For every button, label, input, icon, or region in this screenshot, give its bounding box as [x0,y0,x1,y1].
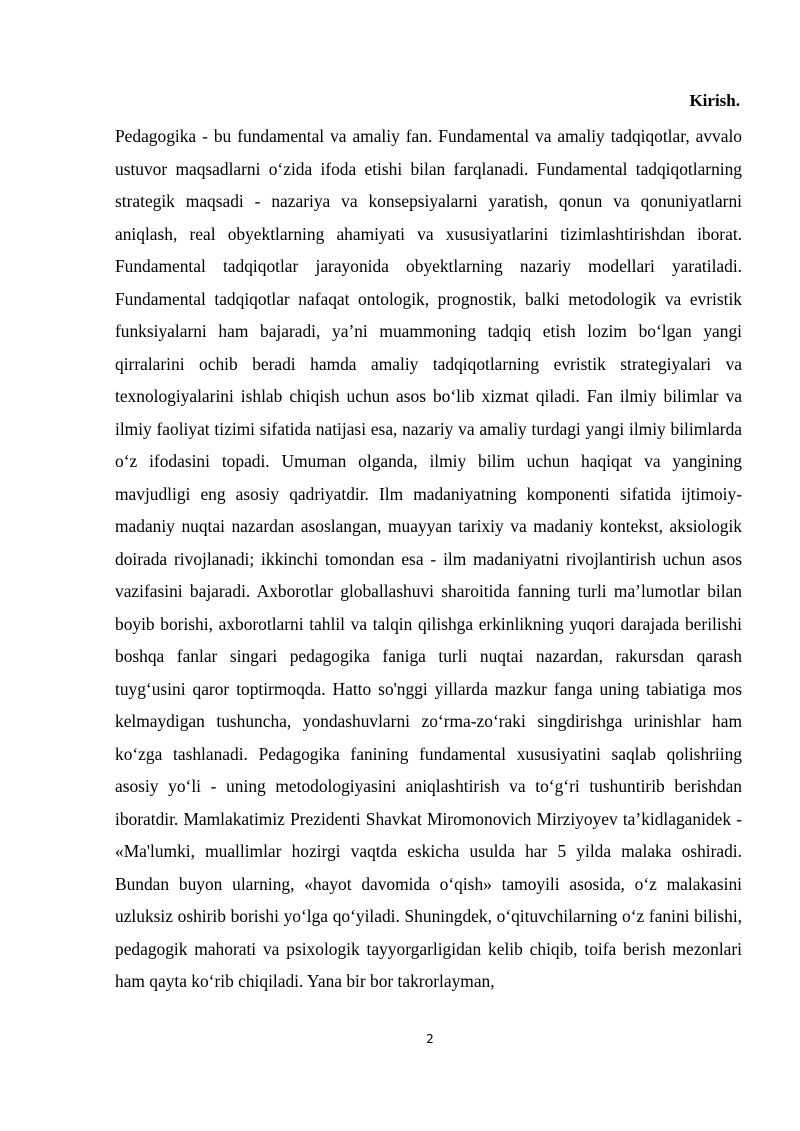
page-number: 2 [426,1032,434,1046]
section-heading: Kirish. [689,91,740,110]
body-paragraph: Pedagogika - bu fundamental va amaliy fan. Fundamental va amaliy tadqiqotlar, avvalo ustuvor maqsadlarni o‘zida ifoda etishi bilan farqlanadi. Fundamental tadqiqotlarning strategik maqsadi - nazariya va konsepsiyalarni yaratish, qonun va qonuniyatlarni aniqlash, real obyektlarning ahamiyati va xususiyatlarini tizimlashtirishdan iborat. Fundamental tadqiqotlar jarayonida obyektlarning nazariy modellari yaratiladi. Fundamental tadqiqotlar nafaqat ontologik, prognostik, balki metodologik va evristik funksiyalarni ham bajaradi, ya’ni muammoning tadqiq etish lozim bo‘lgan yangi qirralarini ochib beradi hamda amaliy tadqiqotlarning evristik strategiyalari va texnologiyalarini ishlab chiqish uchun asos bo‘lib xizmat qiladi. Fan ilmiy bilimlar va ilmiy faoliyat tizimi sifatida natijasi esa, nazariy va amaliy turdagi yangi ilmiy bilimlarda o‘z ifodasini topadi. Umuman olganda, ilmiy bilim uchun haqiqat va yangining mavjudligi eng asosiy qadriyatdir. Ilm madaniyatning komponenti sifatida ijtimoiy- madaniy nuqtai nazardan asoslangan, muayyan tarixiy va madaniy kontekst, aksiologik doirada rivojlanadi; ikkinchi tomondan esa - ilm madaniyatni rivojlantirish uchun asos vazifasini bajaradi. Axborotlar globallashuvi sharoitida fanning turli ma’lumotlar bilan boyib borishi, axborotlarni tahlil va talqin qilishga erkinlikning yuqori darajada berilishi boshqa fanlar singari pedagogika faniga turli nuqtai nazardan, rakursdan qarash tuyg‘usini qaror toptirmoqda. Hatto so'nggi yillarda mazkur fanga uning tabiatiga mos kelmaydigan tushuncha, yondashuvlarni zo‘rma-zo‘raki singdirishga urinishlar ham ko‘zga tashlanadi. Pedagogika fanining fundamental xususiyatini saqlab qolishriing asosiy yo‘li - uning metodologiyasini aniqlashtirish va to‘g‘ri tushuntirib berishdan iboratdir. Mamlakatimiz Prezidenti Shavkat Miromonovich Mirziyoyev ta’kidlaganidek - «Ma'lumki, muallimlar hozirgi vaqtda eskicha usulda har 5 yilda malaka oshiradi. Bundan buyon ularning, «hayot davomida o‘qish» tamoyili asosida, o‘z malakasini uzluksiz oshirib borishi yo‘lga qo‘yiladi. Shuningdek, o‘qituvchilarning o‘z fanini bilishi, pedagogik mahorati va psixologik tayyorgarligidan kelib chiqib, toifa berish mezonlari ham qayta ko‘rib chiqiladi. Yana bir bor takrorlayman, [115,126,742,991]
